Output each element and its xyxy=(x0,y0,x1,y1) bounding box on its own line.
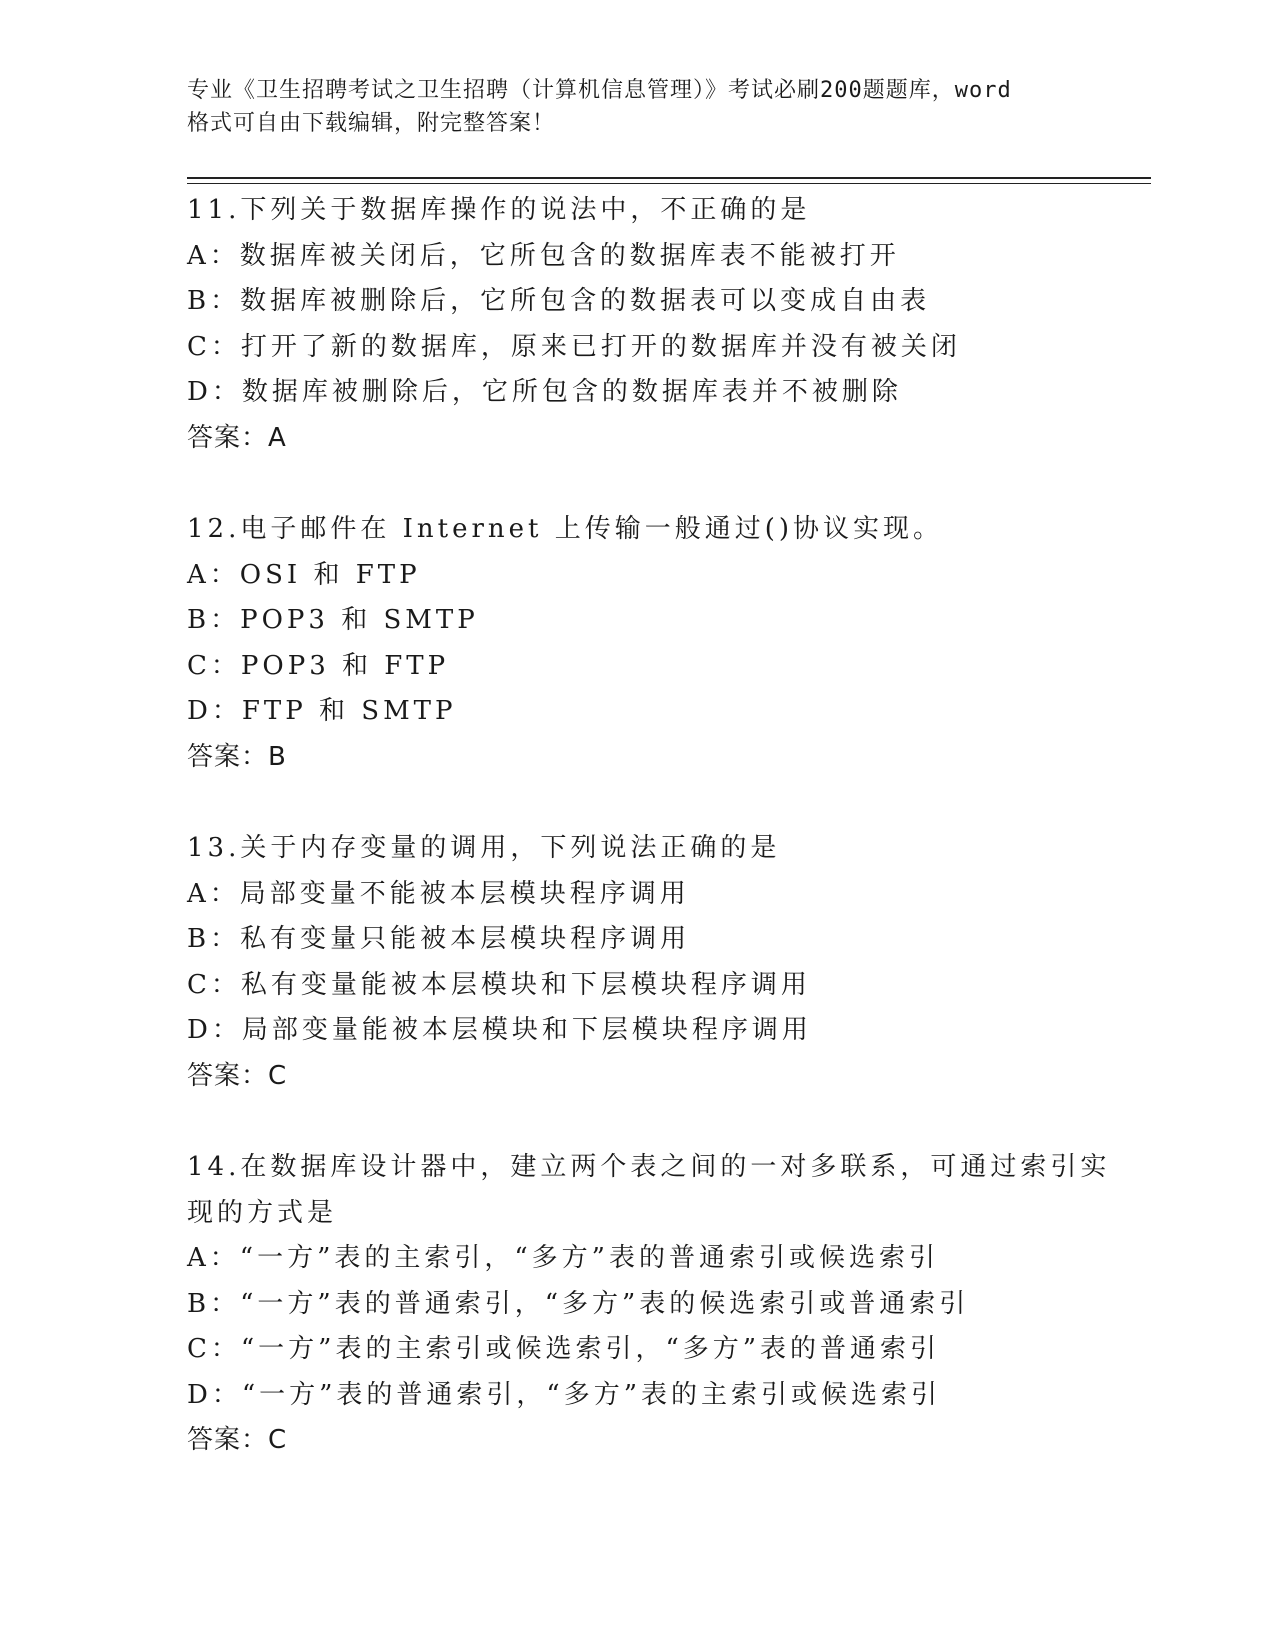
question-text: 12.电子邮件在 Internet 上传输一般通过()协议实现。 xyxy=(187,514,944,544)
question-text: 11.下列关于数据库操作的说法中，不正确的是 xyxy=(187,195,811,225)
header-line-2: 格式可自由下载编辑，附完整答案！ xyxy=(187,111,556,136)
option-d: D：“一方”表的普通索引，“多方”表的主索引或候选索引 xyxy=(187,1379,942,1410)
option-b: B：私有变量只能被本层模块程序调用 xyxy=(187,924,691,954)
option-a: A：局部变量不能被本层模块程序调用 xyxy=(187,878,690,909)
option-c: C：打开了新的数据库，原来已打开的数据库并没有被关闭 xyxy=(187,331,961,362)
option-a: A：OSI 和 FTP xyxy=(187,559,421,590)
option-a: A：数据库被关闭后，它所包含的数据库表不能被打开 xyxy=(187,240,900,271)
answer-label: 答案：C xyxy=(187,1060,288,1091)
document-header xyxy=(187,74,1087,140)
header-divider-thin xyxy=(187,183,1151,184)
option-b: B：POP3 和 SMTP xyxy=(187,605,479,635)
option-b: B：数据库被删除后，它所包含的数据表可以变成自由表 xyxy=(187,286,931,316)
option-d: D：数据库被删除后，它所包含的数据库表并不被删除 xyxy=(187,377,902,407)
header-line-1: 专业《卫生招聘考试之卫生招聘（计算机信息管理）》考试必刷200题题库，word xyxy=(187,78,1012,103)
option-b: B：“一方”表的普通索引，“多方”表的候选索引或普通索引 xyxy=(187,1288,970,1319)
answer-label: 答案：B xyxy=(187,741,287,772)
question-12 xyxy=(187,507,1087,780)
option-c: C：私有变量能被本层模块和下层模块程序调用 xyxy=(187,969,811,1000)
option-d: D：FTP 和 SMTP xyxy=(187,696,457,726)
question-14 xyxy=(187,1145,1111,1464)
question-13 xyxy=(187,826,1087,1099)
answer-label: 答案：C xyxy=(187,1425,288,1455)
option-d: D：局部变量能被本层模块和下层模块程序调用 xyxy=(187,1015,812,1045)
question-text: 14.在数据库设计器中，建立两个表之间的一对多联系，可通过索引实 xyxy=(187,1152,1111,1182)
question-text-continued: 现的方式是 xyxy=(187,1197,338,1228)
option-c: C：“一方”表的主索引或候选索引，“多方”表的普通索引 xyxy=(187,1334,941,1364)
option-c: C：POP3 和 FTP xyxy=(187,650,450,681)
answer-label: 答案：A xyxy=(187,422,287,453)
question-text: 13.关于内存变量的调用，下列说法正确的是 xyxy=(187,833,781,863)
header-divider-thick xyxy=(187,177,1151,179)
option-a: A：“一方”表的主索引，“多方”表的普通索引或候选索引 xyxy=(187,1243,939,1273)
question-11 xyxy=(187,188,1087,461)
question-list xyxy=(187,188,1111,1464)
